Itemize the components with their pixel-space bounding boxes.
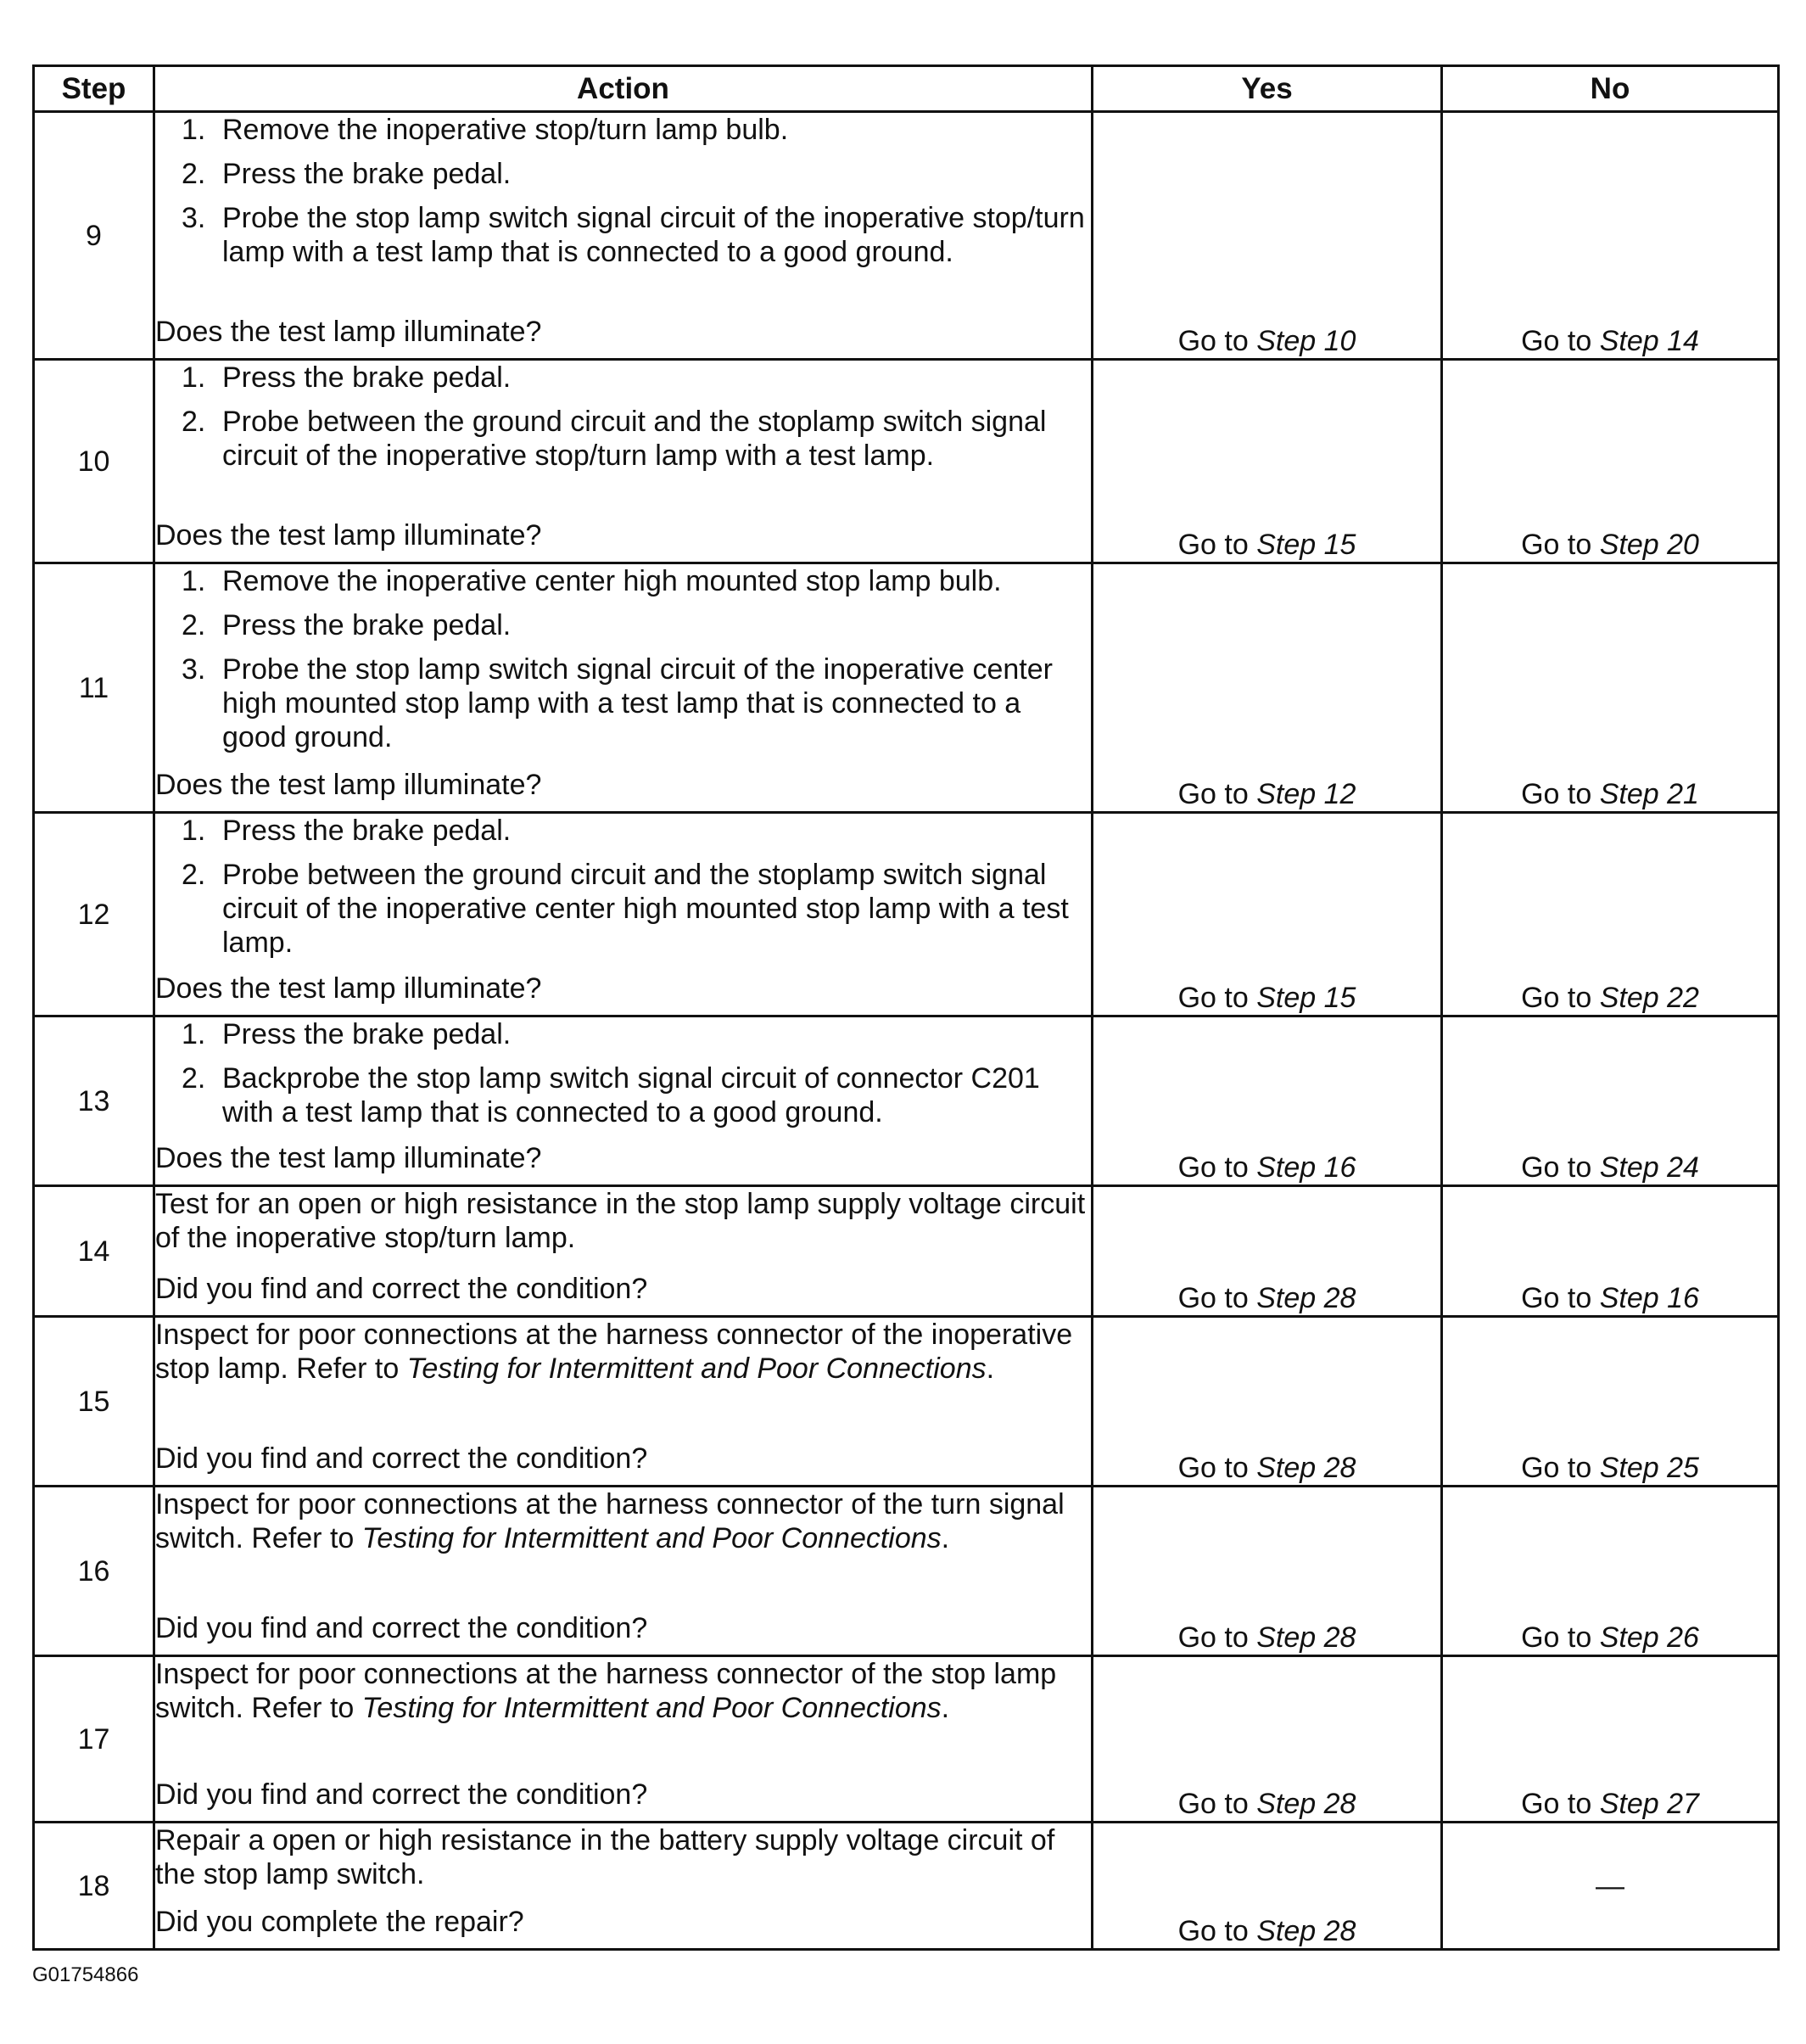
yes-result	[1093, 360, 1442, 563]
no-step-link[interactable]: Step 27	[1599, 1788, 1699, 1820]
step-number: 15	[34, 1317, 154, 1487]
step-number: 11	[34, 563, 154, 813]
yes-step-link[interactable]: Step 28	[1256, 1915, 1356, 1947]
action-paragraph: Inspect for poor connections at the harness connector of the inoperative stop lamp. Refer to Testing for Intermittent and Poor Connections.	[155, 1319, 1073, 1385]
yes-step-link[interactable]: Step 15	[1256, 982, 1356, 1014]
header-no: No	[1442, 66, 1779, 112]
action-item	[182, 113, 1091, 147]
no-result	[1442, 1016, 1779, 1186]
item-text: Remove the inoperative stop/turn lamp bulb.	[222, 114, 789, 146]
action-question: Did you complete the repair?	[155, 1906, 524, 1938]
action-item	[182, 858, 1091, 960]
item-text: Probe between the ground circuit and the stoplamp switch signal circuit of the inoperative center high mounted stop lamp with a test lamp.	[222, 859, 1069, 959]
no-prefix: Go to	[1521, 1151, 1592, 1184]
item-text: Probe the stop lamp switch signal circuit of the inoperative stop/turn lamp with a test lamp that is connected to a good ground.	[222, 202, 1085, 268]
yes-prefix: Go to	[1177, 1282, 1249, 1314]
table-row	[34, 1487, 1779, 1656]
yes-result	[1093, 112, 1442, 360]
item-text: Backprobe the stop lamp switch signal circuit of connector C201 with a test lamp that is connected to a good ground.	[222, 1062, 1040, 1128]
item-text: Probe between the ground circuit and the stoplamp switch signal circuit of the inoperative stop/turn lamp with a test lamp.	[222, 406, 1047, 472]
yes-result	[1093, 1656, 1442, 1823]
table-row	[34, 1656, 1779, 1823]
yes-prefix: Go to	[1177, 1915, 1249, 1947]
yes-prefix: Go to	[1177, 982, 1249, 1014]
no-prefix: Go to	[1521, 325, 1592, 357]
item-text: Press the brake pedal.	[222, 1018, 512, 1050]
no-result	[1442, 1487, 1779, 1656]
item-number: 2.	[182, 609, 206, 641]
yes-step-link[interactable]: Step 28	[1256, 1452, 1356, 1484]
action-question: Does the test lamp illuminate?	[155, 1142, 542, 1174]
action-item	[182, 652, 1091, 754]
no-result	[1442, 112, 1779, 360]
no-prefix: Go to	[1521, 529, 1592, 561]
item-number: 1.	[182, 361, 206, 394]
diagnostic-table	[32, 64, 1780, 1951]
item-number: 1.	[182, 1018, 206, 1050]
no-step-link[interactable]: Step 26	[1599, 1621, 1699, 1654]
action-cell	[154, 1317, 1093, 1487]
action-question: Did you find and correct the condition?	[155, 1273, 648, 1305]
action-item	[182, 564, 1091, 598]
no-prefix: Go to	[1521, 1788, 1592, 1820]
no-step-link[interactable]: Step 22	[1599, 982, 1699, 1014]
step-number: 12	[34, 813, 154, 1016]
table-row	[34, 112, 1779, 360]
header-action: Action	[154, 66, 1093, 112]
no-prefix: Go to	[1521, 982, 1592, 1014]
reference-link[interactable]: Testing for Intermittent and Poor Connections	[361, 1692, 942, 1724]
no-prefix: Go to	[1521, 1452, 1592, 1484]
paragraph-text: Inspect for poor connections at the harness connector of the stop lamp switch. Refer to	[155, 1658, 1057, 1724]
yes-step-link[interactable]: Step 16	[1256, 1151, 1356, 1184]
yes-prefix: Go to	[1177, 1452, 1249, 1484]
action-paragraph: Repair a open or high resistance in the battery supply voltage circuit of the stop lamp switch.	[155, 1824, 1055, 1890]
yes-prefix: Go to	[1177, 1621, 1249, 1654]
item-text: Press the brake pedal.	[222, 158, 512, 190]
item-number: 3.	[182, 653, 206, 686]
no-result-na: —	[1442, 1823, 1779, 1950]
item-number: 2.	[182, 406, 206, 438]
item-text: Press the brake pedal.	[222, 815, 512, 847]
table-row	[34, 1823, 1779, 1950]
no-result	[1442, 360, 1779, 563]
table-row	[34, 360, 1779, 563]
step-number: 9	[34, 112, 154, 360]
action-question: Does the test lamp illuminate?	[155, 519, 542, 552]
yes-step-link[interactable]: Step 15	[1256, 529, 1356, 561]
reference-link[interactable]: Testing for Intermittent and Poor Connections	[406, 1352, 987, 1385]
yes-result	[1093, 563, 1442, 813]
yes-result	[1093, 1016, 1442, 1186]
no-step-link[interactable]: Step 25	[1599, 1452, 1699, 1484]
action-item	[182, 814, 1091, 848]
table-row	[34, 813, 1779, 1016]
action-paragraph: Inspect for poor connections at the harness connector of the stop lamp switch. Refer to Testing for Intermittent and Poor Connections.	[155, 1658, 1057, 1724]
action-cell	[154, 1016, 1093, 1186]
action-item	[182, 1061, 1091, 1129]
table-header-row	[34, 66, 1779, 112]
action-item	[182, 361, 1091, 395]
step-number: 18	[34, 1823, 154, 1950]
no-result	[1442, 1317, 1779, 1487]
item-number: 2.	[182, 158, 206, 190]
action-cell	[154, 360, 1093, 563]
item-text: Press the brake pedal.	[222, 609, 512, 641]
action-question: Did you find and correct the condition?	[155, 1442, 648, 1475]
action-question: Did you find and correct the condition?	[155, 1778, 648, 1811]
no-result	[1442, 563, 1779, 813]
yes-result	[1093, 1186, 1442, 1317]
no-step-link[interactable]: Step 16	[1599, 1282, 1699, 1314]
yes-result	[1093, 813, 1442, 1016]
yes-prefix: Go to	[1177, 1151, 1249, 1184]
action-cell	[154, 1823, 1093, 1950]
no-result	[1442, 1656, 1779, 1823]
yes-result	[1093, 1317, 1442, 1487]
yes-prefix: Go to	[1177, 529, 1249, 561]
no-step-link[interactable]: Step 14	[1599, 325, 1699, 357]
item-text: Probe the stop lamp switch signal circuit of the inoperative center high mounted stop lamp with a test lamp that is connected to a good ground.	[222, 653, 1053, 753]
paragraph-text: Inspect for poor connections at the harness connector of the turn signal switch. Refer to	[155, 1488, 1065, 1554]
item-text: Press the brake pedal.	[222, 361, 512, 394]
item-number: 1.	[182, 815, 206, 847]
yes-prefix: Go to	[1177, 325, 1249, 357]
step-number: 17	[34, 1656, 154, 1823]
yes-step-link[interactable]: Step 12	[1256, 778, 1356, 810]
action-question: Does the test lamp illuminate?	[155, 316, 542, 348]
table-row	[34, 563, 1779, 813]
step-number: 10	[34, 360, 154, 563]
action-cell	[154, 1487, 1093, 1656]
step-number: 16	[34, 1487, 154, 1656]
item-text: Remove the inoperative center high mounted stop lamp bulb.	[222, 565, 1002, 597]
action-cell	[154, 1656, 1093, 1823]
yes-step-link[interactable]: Step 28	[1256, 1621, 1356, 1654]
action-question: Does the test lamp illuminate?	[155, 972, 542, 1005]
action-item	[182, 201, 1091, 269]
action-paragraph: Test for an open or high resistance in the stop lamp supply voltage circuit of the inoperative stop/turn lamp.	[155, 1188, 1086, 1254]
action-item	[182, 157, 1091, 191]
yes-prefix: Go to	[1177, 778, 1249, 810]
yes-result	[1093, 1823, 1442, 1950]
action-cell	[154, 813, 1093, 1016]
item-number: 2.	[182, 1062, 206, 1095]
action-cell	[154, 112, 1093, 360]
header-step: Step	[34, 66, 154, 112]
figure-identifier: G01754866	[32, 1963, 139, 1986]
table-row	[34, 1016, 1779, 1186]
table-row	[34, 1186, 1779, 1317]
no-result	[1442, 1186, 1779, 1317]
action-item	[182, 405, 1091, 473]
action-item	[182, 1017, 1091, 1051]
yes-step-link[interactable]: Step 28	[1256, 1282, 1356, 1314]
no-prefix: Go to	[1521, 778, 1592, 810]
action-item	[182, 608, 1091, 642]
item-number: 1.	[182, 114, 206, 146]
no-step-link[interactable]: Step 21	[1599, 778, 1699, 810]
no-prefix: Go to	[1521, 1282, 1592, 1314]
no-prefix: Go to	[1521, 1621, 1592, 1654]
paragraph-text: Inspect for poor connections at the harness connector of the inoperative stop lamp. Refer to	[155, 1319, 1073, 1385]
yes-result	[1093, 1487, 1442, 1656]
action-cell	[154, 1186, 1093, 1317]
action-paragraph: Inspect for poor connections at the harness connector of the turn signal switch. Refer to Testing for Intermittent and Poor Connections.	[155, 1488, 1065, 1554]
item-number: 1.	[182, 565, 206, 597]
step-number: 13	[34, 1016, 154, 1186]
header-yes: Yes	[1093, 66, 1442, 112]
table-row	[34, 1317, 1779, 1487]
yes-step-link[interactable]: Step 10	[1256, 325, 1356, 357]
no-step-link[interactable]: Step 20	[1599, 529, 1699, 561]
yes-prefix: Go to	[1177, 1788, 1249, 1820]
no-result	[1442, 813, 1779, 1016]
action-question: Does the test lamp illuminate?	[155, 769, 542, 801]
item-number: 3.	[182, 202, 206, 234]
no-step-link[interactable]: Step 24	[1599, 1151, 1699, 1184]
item-number: 2.	[182, 859, 206, 891]
yes-step-link[interactable]: Step 28	[1256, 1788, 1356, 1820]
reference-link[interactable]: Testing for Intermittent and Poor Connections	[361, 1522, 942, 1554]
action-cell	[154, 563, 1093, 813]
action-question: Did you find and correct the condition?	[155, 1612, 648, 1644]
step-number: 14	[34, 1186, 154, 1317]
